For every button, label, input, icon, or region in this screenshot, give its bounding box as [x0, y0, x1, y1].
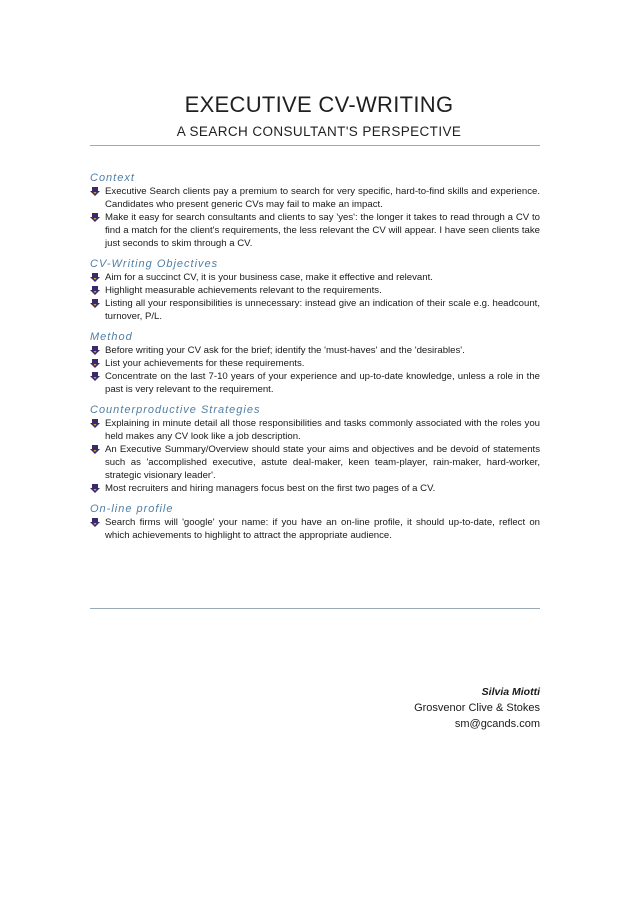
list-item-text: An Executive Summary/Overview should state your aims and objectives and be devoid of statements such as 'accomplished executive, astute deal-maker, keen team-player, rain-maker, hard-worker, strategic visionary leader'.: [105, 444, 540, 481]
header-divider: [90, 145, 540, 146]
section-heading: Context: [90, 172, 135, 184]
list-item: [90, 344, 540, 357]
section: [90, 171, 540, 250]
arrow-down-bullet-icon: [90, 286, 100, 296]
signature-email: sm@gcands.com: [454, 718, 540, 730]
list-item: [90, 297, 540, 323]
bullet-list: [90, 185, 540, 250]
page-subtitle: A SEARCH CONSULTANT'S PERSPECTIVE: [176, 124, 462, 139]
section-heading: Counterproductive Strategies: [90, 404, 261, 416]
page-title: EXECUTIVE CV-WRITING: [184, 92, 454, 117]
list-item: [90, 357, 540, 370]
signature-company: Grosvenor Clive & Stokes: [414, 702, 540, 714]
list-item: [90, 211, 540, 250]
arrow-down-bullet-icon: [90, 484, 100, 494]
section: [90, 502, 540, 542]
list-item-text: Make it easy for search consultants and clients to say 'yes': the longer it takes to read through a CV to find a match for the client's requirements, the less relevant the CV will appear. I have seen clients take just seconds to skim through a CV.: [105, 212, 540, 249]
list-item-text: Highlight measurable achievements relevant to the requirements.: [105, 285, 382, 296]
bullet-list: [90, 516, 540, 542]
list-item-text: List your achievements for these requirements.: [105, 358, 305, 369]
list-item: [90, 284, 540, 297]
list-item: [90, 417, 540, 443]
section-heading: Method: [90, 331, 133, 343]
list-item-text: Search firms will 'google' your name: if you have an on-line profile, it should up-to-date, reflect on which achievements to highlight to attract the appropriate audience.: [105, 517, 540, 541]
arrow-down-bullet-icon: [90, 299, 100, 309]
list-item-text: Concentrate on the last 7-10 years of your experience and up-to-date knowledge, unless a role in the past is very relevant to the requirement.: [105, 371, 540, 395]
arrow-down-bullet-icon: [90, 213, 100, 223]
section: [90, 257, 540, 323]
bullet-list: [90, 271, 540, 323]
arrow-down-bullet-icon: [90, 273, 100, 283]
list-item-text: Listing all your responsibilities is unnecessary: instead give an indication of their scale e.g. headcount, turnover, P/L.: [105, 298, 540, 322]
list-item: [90, 482, 540, 495]
list-item-text: Aim for a succinct CV, it is your business case, make it effective and relevant.: [105, 272, 433, 283]
footer-divider: [90, 608, 540, 609]
list-item: [90, 443, 540, 482]
arrow-down-bullet-icon: [90, 187, 100, 197]
list-item: [90, 271, 540, 284]
section-heading: CV-Writing Objectives: [90, 258, 219, 270]
arrow-down-bullet-icon: [90, 346, 100, 356]
list-item: [90, 516, 540, 542]
signature-block: [414, 684, 540, 732]
arrow-down-bullet-icon: [90, 445, 100, 455]
arrow-down-bullet-icon: [90, 359, 100, 369]
arrow-down-bullet-icon: [90, 518, 100, 528]
section-heading: On-line profile: [90, 503, 174, 515]
arrow-down-bullet-icon: [90, 419, 100, 429]
list-item-text: Most recruiters and hiring managers focus best on the first two pages of a CV.: [105, 483, 436, 494]
document-body: [90, 171, 540, 549]
list-item-text: Explaining in minute detail all those responsibilities and tasks commonly associated with the roles you held makes any CV look like a job description.: [105, 418, 540, 442]
list-item: [90, 185, 540, 211]
section: [90, 330, 540, 396]
section: [90, 403, 540, 495]
list-item: [90, 370, 540, 396]
list-item-text: Before writing your CV ask for the brief; identify the 'must-haves' and the 'desirables'.: [105, 345, 465, 356]
bullet-list: [90, 344, 540, 396]
arrow-down-bullet-icon: [90, 372, 100, 382]
bullet-list: [90, 417, 540, 495]
list-item-text: Executive Search clients pay a premium to search for very specific, hard-to-find skills and experience. Candidates who present generic CVs may fail to make an impact.: [105, 186, 540, 210]
signature-name: Silvia Miotti: [481, 686, 540, 698]
